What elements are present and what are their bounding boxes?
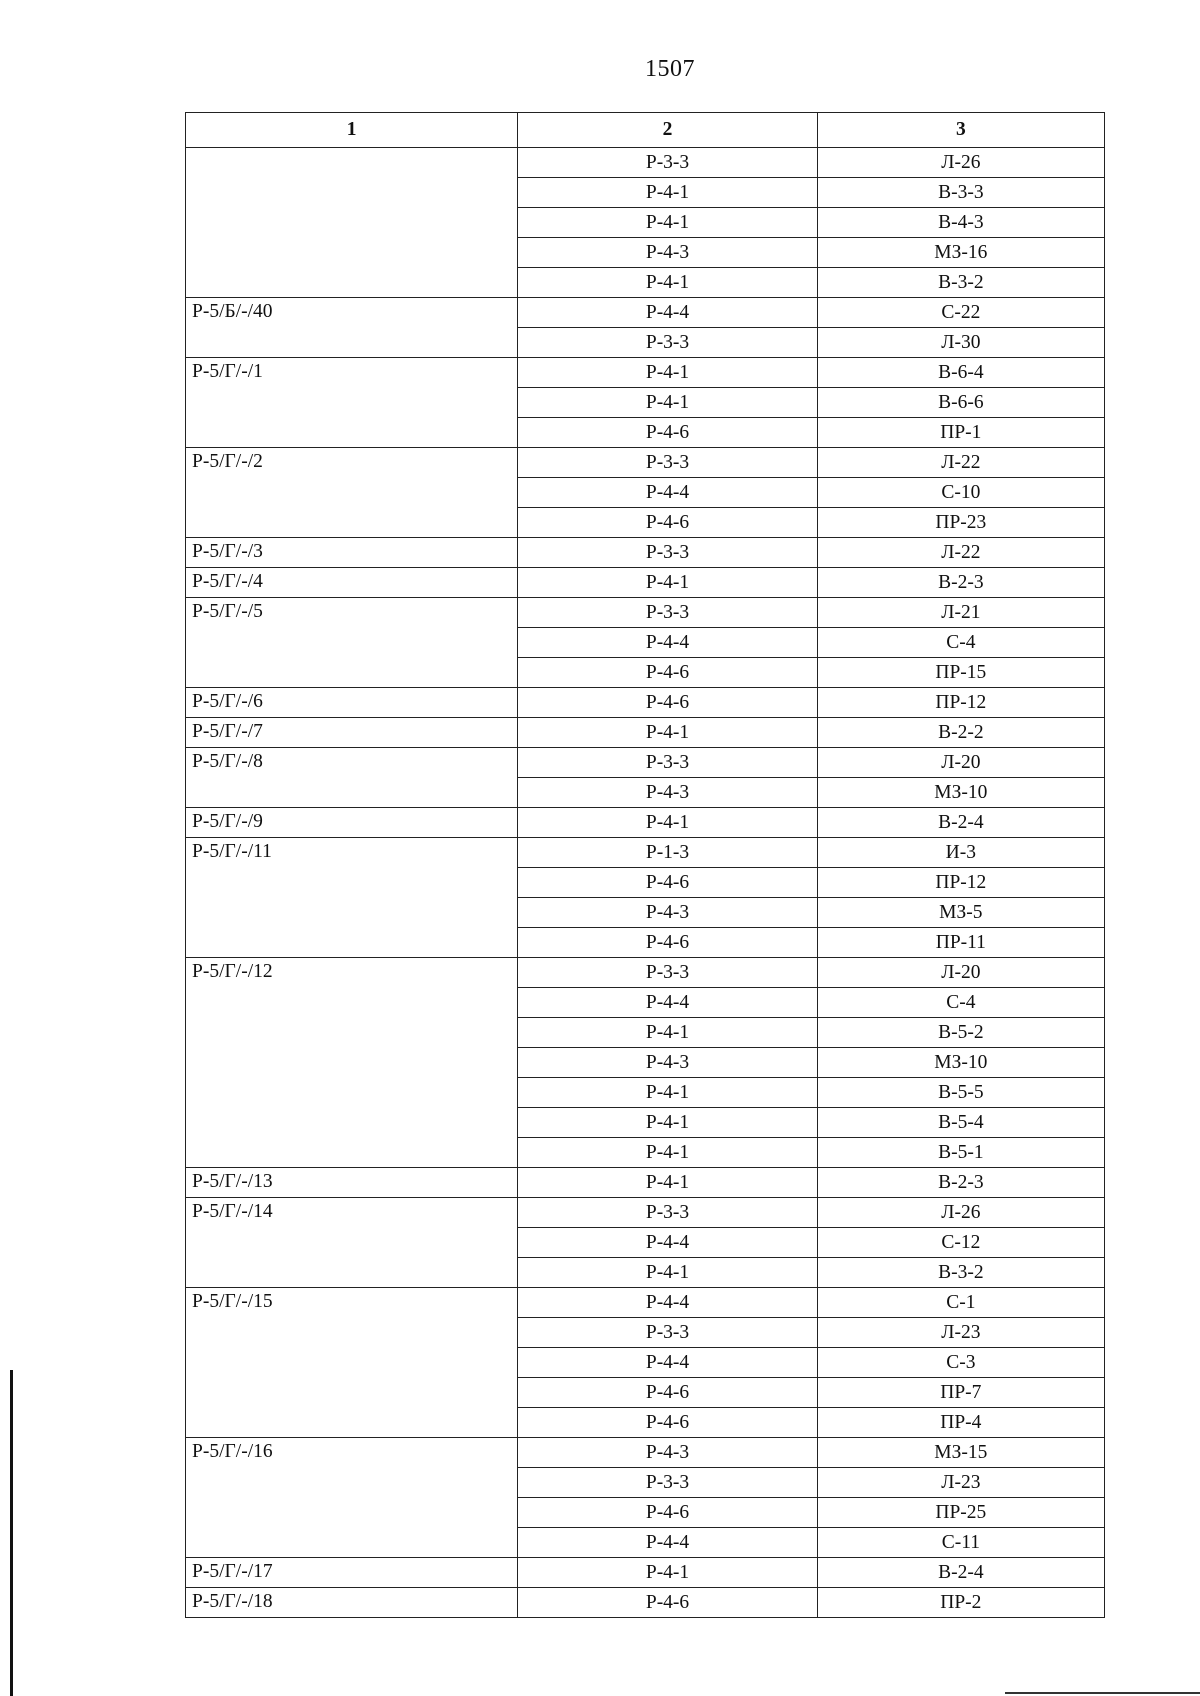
value-cell: Л-20 <box>817 958 1104 988</box>
code-cell: Р-4-6 <box>518 1498 817 1528</box>
value-cell: Л-30 <box>817 328 1104 358</box>
value-cell: ПР-25 <box>817 1498 1104 1528</box>
value-cell: В-6-4 <box>817 358 1104 388</box>
code-cell: Р-4-1 <box>518 568 817 598</box>
value-cell: В-5-1 <box>817 1138 1104 1168</box>
value-cell: МЗ-5 <box>817 898 1104 928</box>
value-cell: В-2-4 <box>817 808 1104 838</box>
code-cell: Р-4-6 <box>518 1378 817 1408</box>
code-cell: Р-4-1 <box>518 1078 817 1108</box>
scan-edge-line-bottom <box>1005 1692 1200 1694</box>
code-cell: Р-4-4 <box>518 628 817 658</box>
table-row <box>186 748 1105 778</box>
value-cell: С-12 <box>817 1228 1104 1258</box>
code-cell: Р-4-1 <box>518 1138 817 1168</box>
value-cell: С-4 <box>817 628 1104 658</box>
value-cell: В-5-5 <box>817 1078 1104 1108</box>
table-row <box>186 1168 1105 1198</box>
code-cell: Р-4-4 <box>518 1348 817 1378</box>
value-cell: В-2-3 <box>817 1168 1104 1198</box>
header-row <box>186 113 1105 148</box>
table-row <box>186 688 1105 718</box>
table-row <box>186 718 1105 748</box>
row-key-cell: Р-5/Г/-/17 <box>186 1558 518 1588</box>
row-key-cell: Р-5/Г/-/12 <box>186 958 518 1168</box>
value-cell: С-10 <box>817 478 1104 508</box>
header-col-1: 1 <box>186 113 518 148</box>
table-row <box>186 958 1105 988</box>
code-cell: Р-3-3 <box>518 748 817 778</box>
code-cell: Р-4-3 <box>518 1438 817 1468</box>
row-key-cell: Р-5/Г/-/4 <box>186 568 518 598</box>
code-cell: Р-4-1 <box>518 1018 817 1048</box>
row-key-cell: Р-5/Г/-/18 <box>186 1588 518 1618</box>
value-cell: Л-22 <box>817 448 1104 478</box>
row-key-cell: Р-5/Г/-/11 <box>186 838 518 958</box>
code-cell: Р-4-3 <box>518 898 817 928</box>
code-cell: Р-3-3 <box>518 538 817 568</box>
value-cell: В-3-3 <box>817 178 1104 208</box>
row-key-cell: Р-5/Г/-/5 <box>186 598 518 688</box>
value-cell: ПР-11 <box>817 928 1104 958</box>
value-cell: Л-20 <box>817 748 1104 778</box>
row-key-cell <box>186 148 518 298</box>
code-cell: Р-4-4 <box>518 1528 817 1558</box>
table-row <box>186 358 1105 388</box>
code-cell: Р-4-4 <box>518 298 817 328</box>
table-row <box>186 568 1105 598</box>
code-cell: Р-4-6 <box>518 868 817 898</box>
value-cell: В-3-2 <box>817 1258 1104 1288</box>
row-key-cell: Р-5/Г/-/14 <box>186 1198 518 1288</box>
table-row <box>186 1438 1105 1468</box>
table-row <box>186 448 1105 478</box>
code-cell: Р-3-3 <box>518 958 817 988</box>
table-row <box>186 808 1105 838</box>
code-cell: Р-4-6 <box>518 418 817 448</box>
code-cell: Р-3-3 <box>518 148 817 178</box>
code-cell: Р-4-1 <box>518 1558 817 1588</box>
code-cell: Р-4-4 <box>518 1288 817 1318</box>
code-cell: Р-4-1 <box>518 808 817 838</box>
row-key-cell: Р-5/Г/-/15 <box>186 1288 518 1438</box>
value-cell: МЗ-10 <box>817 1048 1104 1078</box>
code-cell: Р-4-3 <box>518 1048 817 1078</box>
value-cell: В-2-4 <box>817 1558 1104 1588</box>
code-cell: Р-3-3 <box>518 328 817 358</box>
code-cell: Р-4-6 <box>518 1588 817 1618</box>
value-cell: С-22 <box>817 298 1104 328</box>
table-row <box>186 838 1105 868</box>
value-cell: МЗ-10 <box>817 778 1104 808</box>
row-key-cell: Р-5/Г/-/13 <box>186 1168 518 1198</box>
table-row <box>186 148 1105 178</box>
table-row <box>186 538 1105 568</box>
header-col-3: 3 <box>817 113 1104 148</box>
value-cell: Л-26 <box>817 1198 1104 1228</box>
row-key-cell: Р-5/Г/-/7 <box>186 718 518 748</box>
value-cell: ПР-12 <box>817 868 1104 898</box>
code-cell: Р-4-6 <box>518 658 817 688</box>
code-cell: Р-4-3 <box>518 238 817 268</box>
table-row <box>186 298 1105 328</box>
code-cell: Р-4-1 <box>518 268 817 298</box>
value-cell: В-3-2 <box>817 268 1104 298</box>
table-row <box>186 1558 1105 1588</box>
value-cell: ПР-12 <box>817 688 1104 718</box>
code-cell: Р-4-6 <box>518 508 817 538</box>
scan-edge-line-left <box>10 1370 13 1696</box>
code-cell: Р-4-1 <box>518 388 817 418</box>
code-cell: Р-1-3 <box>518 838 817 868</box>
code-cell: Р-4-1 <box>518 1258 817 1288</box>
value-cell: МЗ-15 <box>817 1438 1104 1468</box>
code-cell: Р-4-1 <box>518 178 817 208</box>
value-cell: ПР-23 <box>817 508 1104 538</box>
row-key-cell: Р-5/Б/-/40 <box>186 298 518 358</box>
value-cell: ПР-2 <box>817 1588 1104 1618</box>
row-key-cell: Р-5/Г/-/9 <box>186 808 518 838</box>
value-cell: ПР-7 <box>817 1378 1104 1408</box>
code-cell: Р-4-4 <box>518 988 817 1018</box>
value-cell: ПР-15 <box>817 658 1104 688</box>
value-cell: Л-22 <box>817 538 1104 568</box>
value-cell: В-4-3 <box>817 208 1104 238</box>
value-cell: Л-21 <box>817 598 1104 628</box>
header-col-2: 2 <box>518 113 817 148</box>
code-cell: Р-4-6 <box>518 928 817 958</box>
value-cell: Л-26 <box>817 148 1104 178</box>
row-key-cell: Р-5/Г/-/2 <box>186 448 518 538</box>
code-cell: Р-3-3 <box>518 1198 817 1228</box>
code-cell: Р-4-4 <box>518 1228 817 1258</box>
code-cell: Р-4-1 <box>518 718 817 748</box>
value-cell: Л-23 <box>817 1318 1104 1348</box>
value-cell: Л-23 <box>817 1468 1104 1498</box>
value-cell: С-3 <box>817 1348 1104 1378</box>
value-cell: С-4 <box>817 988 1104 1018</box>
row-key-cell: Р-5/Г/-/16 <box>186 1438 518 1558</box>
value-cell: В-2-2 <box>817 718 1104 748</box>
value-cell: С-11 <box>817 1528 1104 1558</box>
code-cell: Р-3-3 <box>518 1318 817 1348</box>
page-number: 1507 <box>645 56 695 82</box>
code-cell: Р-3-3 <box>518 1468 817 1498</box>
value-cell: В-6-6 <box>817 388 1104 418</box>
table-row <box>186 1198 1105 1228</box>
value-cell: В-5-4 <box>817 1108 1104 1138</box>
code-cell: Р-4-6 <box>518 688 817 718</box>
value-cell: ПР-1 <box>817 418 1104 448</box>
code-cell: Р-4-4 <box>518 478 817 508</box>
code-cell: Р-4-1 <box>518 358 817 388</box>
value-cell: В-5-2 <box>817 1018 1104 1048</box>
code-cell: Р-4-3 <box>518 778 817 808</box>
table-body <box>186 148 1105 1618</box>
code-cell: Р-4-1 <box>518 1108 817 1138</box>
table-header <box>186 113 1105 148</box>
value-cell: С-1 <box>817 1288 1104 1318</box>
value-cell: МЗ-16 <box>817 238 1104 268</box>
code-cell: Р-3-3 <box>518 448 817 478</box>
code-cell: Р-3-3 <box>518 598 817 628</box>
code-cell: Р-4-1 <box>518 208 817 238</box>
row-key-cell: Р-5/Г/-/3 <box>186 538 518 568</box>
data-table <box>185 112 1105 1618</box>
code-cell: Р-4-6 <box>518 1408 817 1438</box>
row-key-cell: Р-5/Г/-/6 <box>186 688 518 718</box>
table-row <box>186 598 1105 628</box>
value-cell: В-2-3 <box>817 568 1104 598</box>
table-row <box>186 1288 1105 1318</box>
row-key-cell: Р-5/Г/-/8 <box>186 748 518 808</box>
table-row <box>186 1588 1105 1618</box>
value-cell: ПР-4 <box>817 1408 1104 1438</box>
code-cell: Р-4-1 <box>518 1168 817 1198</box>
row-key-cell: Р-5/Г/-/1 <box>186 358 518 448</box>
value-cell: И-3 <box>817 838 1104 868</box>
